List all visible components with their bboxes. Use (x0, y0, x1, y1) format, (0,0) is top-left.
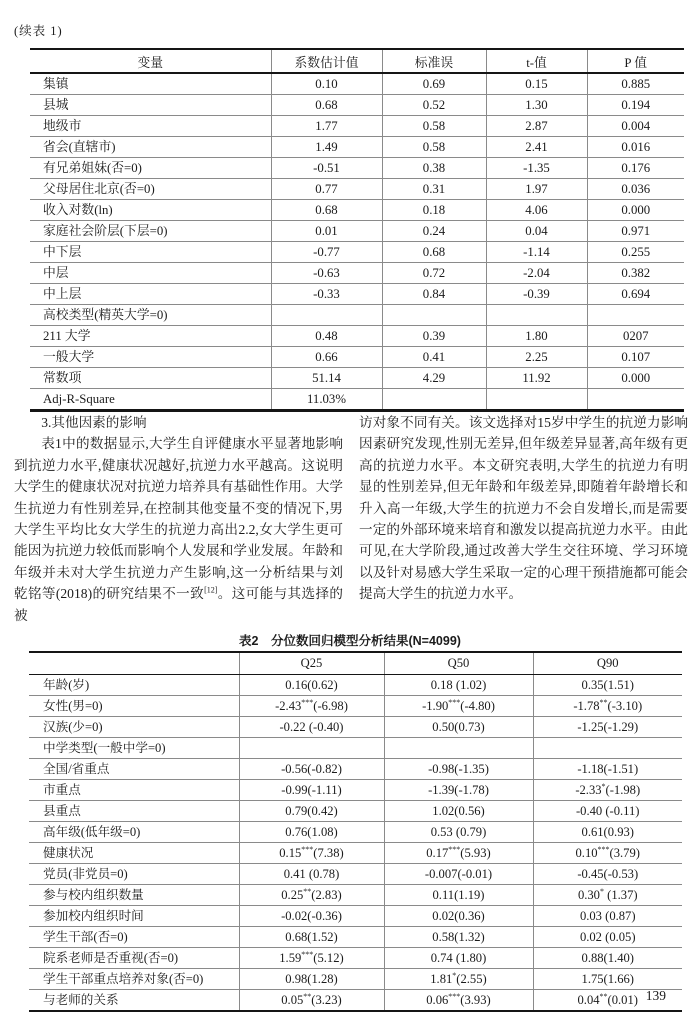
table1-header-tvalue: t-值 (486, 49, 587, 73)
stderr-cell: 0.84 (382, 284, 486, 305)
pvalue-cell: 0.004 (587, 116, 684, 137)
table2-row (29, 737, 682, 758)
table1-row (30, 116, 684, 137)
row-label-cell: 一般大学 (30, 347, 271, 368)
stderr-cell: 0.69 (382, 73, 486, 95)
row-label-cell: 中上层 (30, 284, 271, 305)
q50-cell: 0.50(0.73) (384, 716, 533, 737)
row-label-cell: 与老师的关系 (29, 989, 239, 1011)
pvalue-cell: 0.000 (587, 200, 684, 221)
row-label-cell: 地级市 (30, 116, 271, 137)
table1-row (30, 263, 684, 284)
table1-continued-label: (续表 1) (14, 24, 63, 38)
table2-row (29, 947, 682, 968)
table1-row (30, 389, 684, 411)
row-label-cell: 中学类型(一般中学=0) (29, 737, 239, 758)
page-number: 139 (645, 988, 666, 1003)
q50-cell: -1.90***(-4.80) (384, 695, 533, 716)
row-label-cell: 参加校内组织时间 (29, 905, 239, 926)
coefficient-cell: 0.01 (271, 221, 382, 242)
q90-cell: 0.88(1.40) (533, 947, 682, 968)
tvalue-cell (486, 305, 587, 326)
stderr-cell (382, 389, 486, 411)
q25-cell: 0.05**(3.23) (239, 989, 384, 1011)
body-paragraph-right: 访对象不同有关。该文选择对15岁中学生的抗逆力影响因素研究发现,性别无差异,但年级差异显著,高年级有更高的抗逆力水平。本文研究表明,大学生的抗逆力有明显的性别差异,但无年龄和年级差异,即随着年龄增长和升入高一年级,大学生的抗逆力不会自发增长,而是需要一定的外部环境来培育和激发以提高抗逆力水平。由此可见,在大学阶段,通过改善大学生交往环境、学习环境以及针对易感大学生采取一定的心理干预措施都可能会提高大学生的抗逆力水平。 (359, 415, 688, 602)
table1-header-row (30, 49, 684, 73)
row-label-cell: 院系老师是否重视(否=0) (29, 947, 239, 968)
row-label-cell: 党员(非党员=0) (29, 863, 239, 884)
q25-cell: 0.76(1.08) (239, 821, 384, 842)
table1-row (30, 158, 684, 179)
tvalue-cell: 1.97 (486, 179, 587, 200)
table2-row (29, 800, 682, 821)
pvalue-cell (587, 389, 684, 411)
table2-row (29, 884, 682, 905)
left-text-column (14, 412, 343, 626)
right-text-column (359, 412, 688, 626)
row-label-cell: 高年级(低年级=0) (29, 821, 239, 842)
q50-cell: 1.81*(2.55) (384, 968, 533, 989)
table2-header-q25: Q25 (239, 652, 384, 674)
pvalue-cell: 0.036 (587, 179, 684, 200)
stderr-cell: 0.41 (382, 347, 486, 368)
coefficient-cell: -0.63 (271, 263, 382, 284)
coefficient-cell: 0.66 (271, 347, 382, 368)
body-paragraph-left: 表1中的数据显示,大学生自评健康水平显著地影响到抗逆力水平,健康状况越好,抗逆力水平越高。这说明大学生的健康状况对抗逆力培养具有基础性作用。大学生抗逆力有性别差异,在控制其他变量不变的情况下,男大学生平均比女大学生的抗逆力高出2.2,女大学生更可能因为抗逆力较低而影响个人发展和学业发展。年龄和年级并未对大学生抗逆力产生影响,这一分析结果与刘乾铭等(2018)的研究结果不一致[12]。这可能与其选择的被 (14, 436, 343, 623)
table1-row (30, 242, 684, 263)
q25-cell: 0.79(0.42) (239, 800, 384, 821)
coefficient-cell: 1.49 (271, 137, 382, 158)
q50-cell: 0.11(1.19) (384, 884, 533, 905)
table1-header-pvalue: P 值 (587, 49, 684, 73)
q50-cell: 0.53 (0.79) (384, 821, 533, 842)
table1-row (30, 368, 684, 389)
table1-row (30, 137, 684, 158)
table2-header-empty (29, 652, 239, 674)
row-label-cell: 收入对数(ln) (30, 200, 271, 221)
coefficient-cell: 0.77 (271, 179, 382, 200)
pvalue-cell (587, 305, 684, 326)
row-label-cell: 参与校内组织数量 (29, 884, 239, 905)
table2-header-q50: Q50 (384, 652, 533, 674)
pvalue-cell: 0.194 (587, 95, 684, 116)
stderr-cell: 0.52 (382, 95, 486, 116)
table2-row (29, 779, 682, 800)
stderr-cell: 0.38 (382, 158, 486, 179)
row-label-cell: 集镇 (43, 77, 69, 91)
stderr-cell: 0.39 (382, 326, 486, 347)
stderr-cell: 0.58 (382, 116, 486, 137)
coefficient-cell: 0.10 (271, 73, 382, 95)
tvalue-cell: -1.14 (486, 242, 587, 263)
row-label-cell: 女性(男=0) (29, 695, 239, 716)
q25-cell: -0.99(-1.11) (239, 779, 384, 800)
table2-row (29, 695, 682, 716)
q90-cell (533, 737, 682, 758)
tvalue-cell: 4.06 (486, 200, 587, 221)
q90-cell: -0.45(-0.53) (533, 863, 682, 884)
table2-row (29, 716, 682, 737)
q90-cell: 0.61(0.93) (533, 821, 682, 842)
q25-cell: 1.59***(5.12) (239, 947, 384, 968)
table1-header-coefficient: 系数估计值 (271, 49, 382, 73)
row-label-cell: 家庭社会阶层(下层=0) (30, 221, 271, 242)
q50-cell: -0.98(-1.35) (384, 758, 533, 779)
q50-cell: -0.007(-0.01) (384, 863, 533, 884)
q50-cell: 0.18 (1.02) (384, 674, 533, 695)
tvalue-cell: 2.87 (486, 116, 587, 137)
tvalue-cell (486, 389, 587, 411)
q25-cell: 0.41 (0.78) (239, 863, 384, 884)
row-label-cell: 父母居住北京(否=0) (30, 179, 271, 200)
tvalue-cell: 0.15 (486, 73, 587, 95)
tvalue-cell: -0.39 (486, 284, 587, 305)
tvalue-cell: -2.04 (486, 263, 587, 284)
row-label-cell: 学生干部(否=0) (29, 926, 239, 947)
q25-cell: 0.25**(2.83) (239, 884, 384, 905)
pvalue-cell: 0.694 (587, 284, 684, 305)
coefficient-cell: 0.68 (271, 95, 382, 116)
q25-cell: 0.16(0.62) (239, 674, 384, 695)
table1-header-variable: 变量 (30, 49, 271, 73)
body-text-columns (14, 412, 688, 626)
table1-row (30, 95, 684, 116)
q90-cell: 0.10***(3.79) (533, 842, 682, 863)
q25-cell: 0.68(1.52) (239, 926, 384, 947)
q90-cell: -1.18(-1.51) (533, 758, 682, 779)
q25-cell: -0.56(-0.82) (239, 758, 384, 779)
pvalue-cell: 0.176 (587, 158, 684, 179)
table2-row (29, 968, 682, 989)
q50-cell: 0.58(1.32) (384, 926, 533, 947)
pvalue-cell: 0.000 (587, 368, 684, 389)
coefficient-cell: -0.77 (271, 242, 382, 263)
stderr-cell: 0.68 (382, 242, 486, 263)
table1-row (30, 305, 684, 326)
q50-cell: 0.06***(3.93) (384, 989, 533, 1011)
table2-header-row (29, 652, 682, 674)
q90-cell: 0.35(1.51) (533, 674, 682, 695)
stderr-cell: 0.24 (382, 221, 486, 242)
table2-row (29, 926, 682, 947)
stderr-cell: 0.18 (382, 200, 486, 221)
q25-cell (239, 737, 384, 758)
row-label-cell: 高校类型(精英大学=0) (30, 305, 271, 326)
q50-cell (384, 737, 533, 758)
q25-cell: -2.43***(-6.98) (239, 695, 384, 716)
row-label-cell: 市重点 (29, 779, 239, 800)
pvalue-cell: 0.107 (587, 347, 684, 368)
table1-row (30, 326, 684, 347)
section-heading: 3.其他因素的影响 (41, 415, 147, 430)
row-label-cell: 汉族(少=0) (29, 716, 239, 737)
table2-header-q90: Q90 (533, 652, 682, 674)
coefficient-cell: -0.51 (271, 158, 382, 179)
table1-row (30, 284, 684, 305)
table2-row (29, 821, 682, 842)
tvalue-cell: 0.04 (486, 221, 587, 242)
q25-cell: -0.02(-0.36) (239, 905, 384, 926)
q90-cell: 0.02 (0.05) (533, 926, 682, 947)
q90-cell: -1.25(-1.29) (533, 716, 682, 737)
tvalue-cell: 11.92 (486, 368, 587, 389)
table2-row (29, 758, 682, 779)
row-label-cell: 县重点 (29, 800, 239, 821)
tvalue-cell: 1.30 (486, 95, 587, 116)
stderr-cell (382, 305, 486, 326)
pvalue-cell: 0.016 (587, 137, 684, 158)
tvalue-cell: 2.25 (486, 347, 587, 368)
stderr-cell: 0.58 (382, 137, 486, 158)
q90-cell: -0.40 (-0.11) (533, 800, 682, 821)
q50-cell: 0.17***(5.93) (384, 842, 533, 863)
row-label-cell: 中层 (30, 263, 271, 284)
coefficient-cell (271, 305, 382, 326)
table2-quantile-regression (29, 651, 682, 1012)
table2-title: 表2 分位数回归模型分析结果(N=4099) (239, 634, 461, 648)
row-label-cell: 学生干部重点培养对象(否=0) (29, 968, 239, 989)
table2-row (29, 842, 682, 863)
table2-row (29, 863, 682, 884)
stderr-cell: 4.29 (382, 368, 486, 389)
coefficient-cell: 0.48 (271, 326, 382, 347)
table1-row (30, 200, 684, 221)
coefficient-cell: 11.03% (271, 389, 382, 411)
row-label-cell: 县城 (30, 95, 271, 116)
row-label-cell: Adj-R-Square (30, 389, 271, 411)
q90-cell: -2.33*(-1.98) (533, 779, 682, 800)
q25-cell: 0.15***(7.38) (239, 842, 384, 863)
tvalue-cell: -1.35 (486, 158, 587, 179)
row-label-cell: 健康状况 (29, 842, 239, 863)
q25-cell: -0.22 (-0.40) (239, 716, 384, 737)
table1-row (30, 73, 684, 95)
table1-row (30, 347, 684, 368)
row-label-cell: 全国/省重点 (29, 758, 239, 779)
table2-row (29, 905, 682, 926)
row-label-cell: 211 大学 (30, 326, 271, 347)
pvalue-cell: 0.971 (587, 221, 684, 242)
table1-row (30, 179, 684, 200)
q50-cell: 0.02(0.36) (384, 905, 533, 926)
stderr-cell: 0.31 (382, 179, 486, 200)
table1-header-stderr: 标准误 (382, 49, 486, 73)
q50-cell: 1.02(0.56) (384, 800, 533, 821)
table1-regression-results (30, 48, 684, 412)
q50-cell: 0.74 (1.80) (384, 947, 533, 968)
row-label-cell: 中下层 (30, 242, 271, 263)
coefficient-cell: 51.14 (271, 368, 382, 389)
pvalue-cell: 0207 (587, 326, 684, 347)
stderr-cell: 0.72 (382, 263, 486, 284)
coefficient-cell: 1.77 (271, 116, 382, 137)
row-label-cell: 有兄弟姐妹(否=0) (30, 158, 271, 179)
q25-cell: 0.98(1.28) (239, 968, 384, 989)
q90-cell: -1.78**(-3.10) (533, 695, 682, 716)
coefficient-cell: 0.68 (271, 200, 382, 221)
tvalue-cell: 1.80 (486, 326, 587, 347)
q90-cell: 1.75(1.66) (533, 968, 682, 989)
tvalue-cell: 2.41 (486, 137, 587, 158)
table2-row (29, 674, 682, 695)
q90-cell: 0.04**(0.01) (533, 989, 682, 1011)
pvalue-cell: 0.382 (587, 263, 684, 284)
q90-cell: 0.30* (1.37) (533, 884, 682, 905)
row-label-cell: 常数项 (30, 368, 271, 389)
table2-row (29, 989, 682, 1011)
table1-row (30, 221, 684, 242)
pvalue-cell: 0.255 (587, 242, 684, 263)
q90-cell: 0.03 (0.87) (533, 905, 682, 926)
coefficient-cell: -0.33 (271, 284, 382, 305)
row-label-cell: 年龄(岁) (43, 677, 90, 692)
q50-cell: -1.39(-1.78) (384, 779, 533, 800)
row-label-cell: 省会(直辖市) (30, 137, 271, 158)
pvalue-cell: 0.885 (587, 73, 684, 95)
